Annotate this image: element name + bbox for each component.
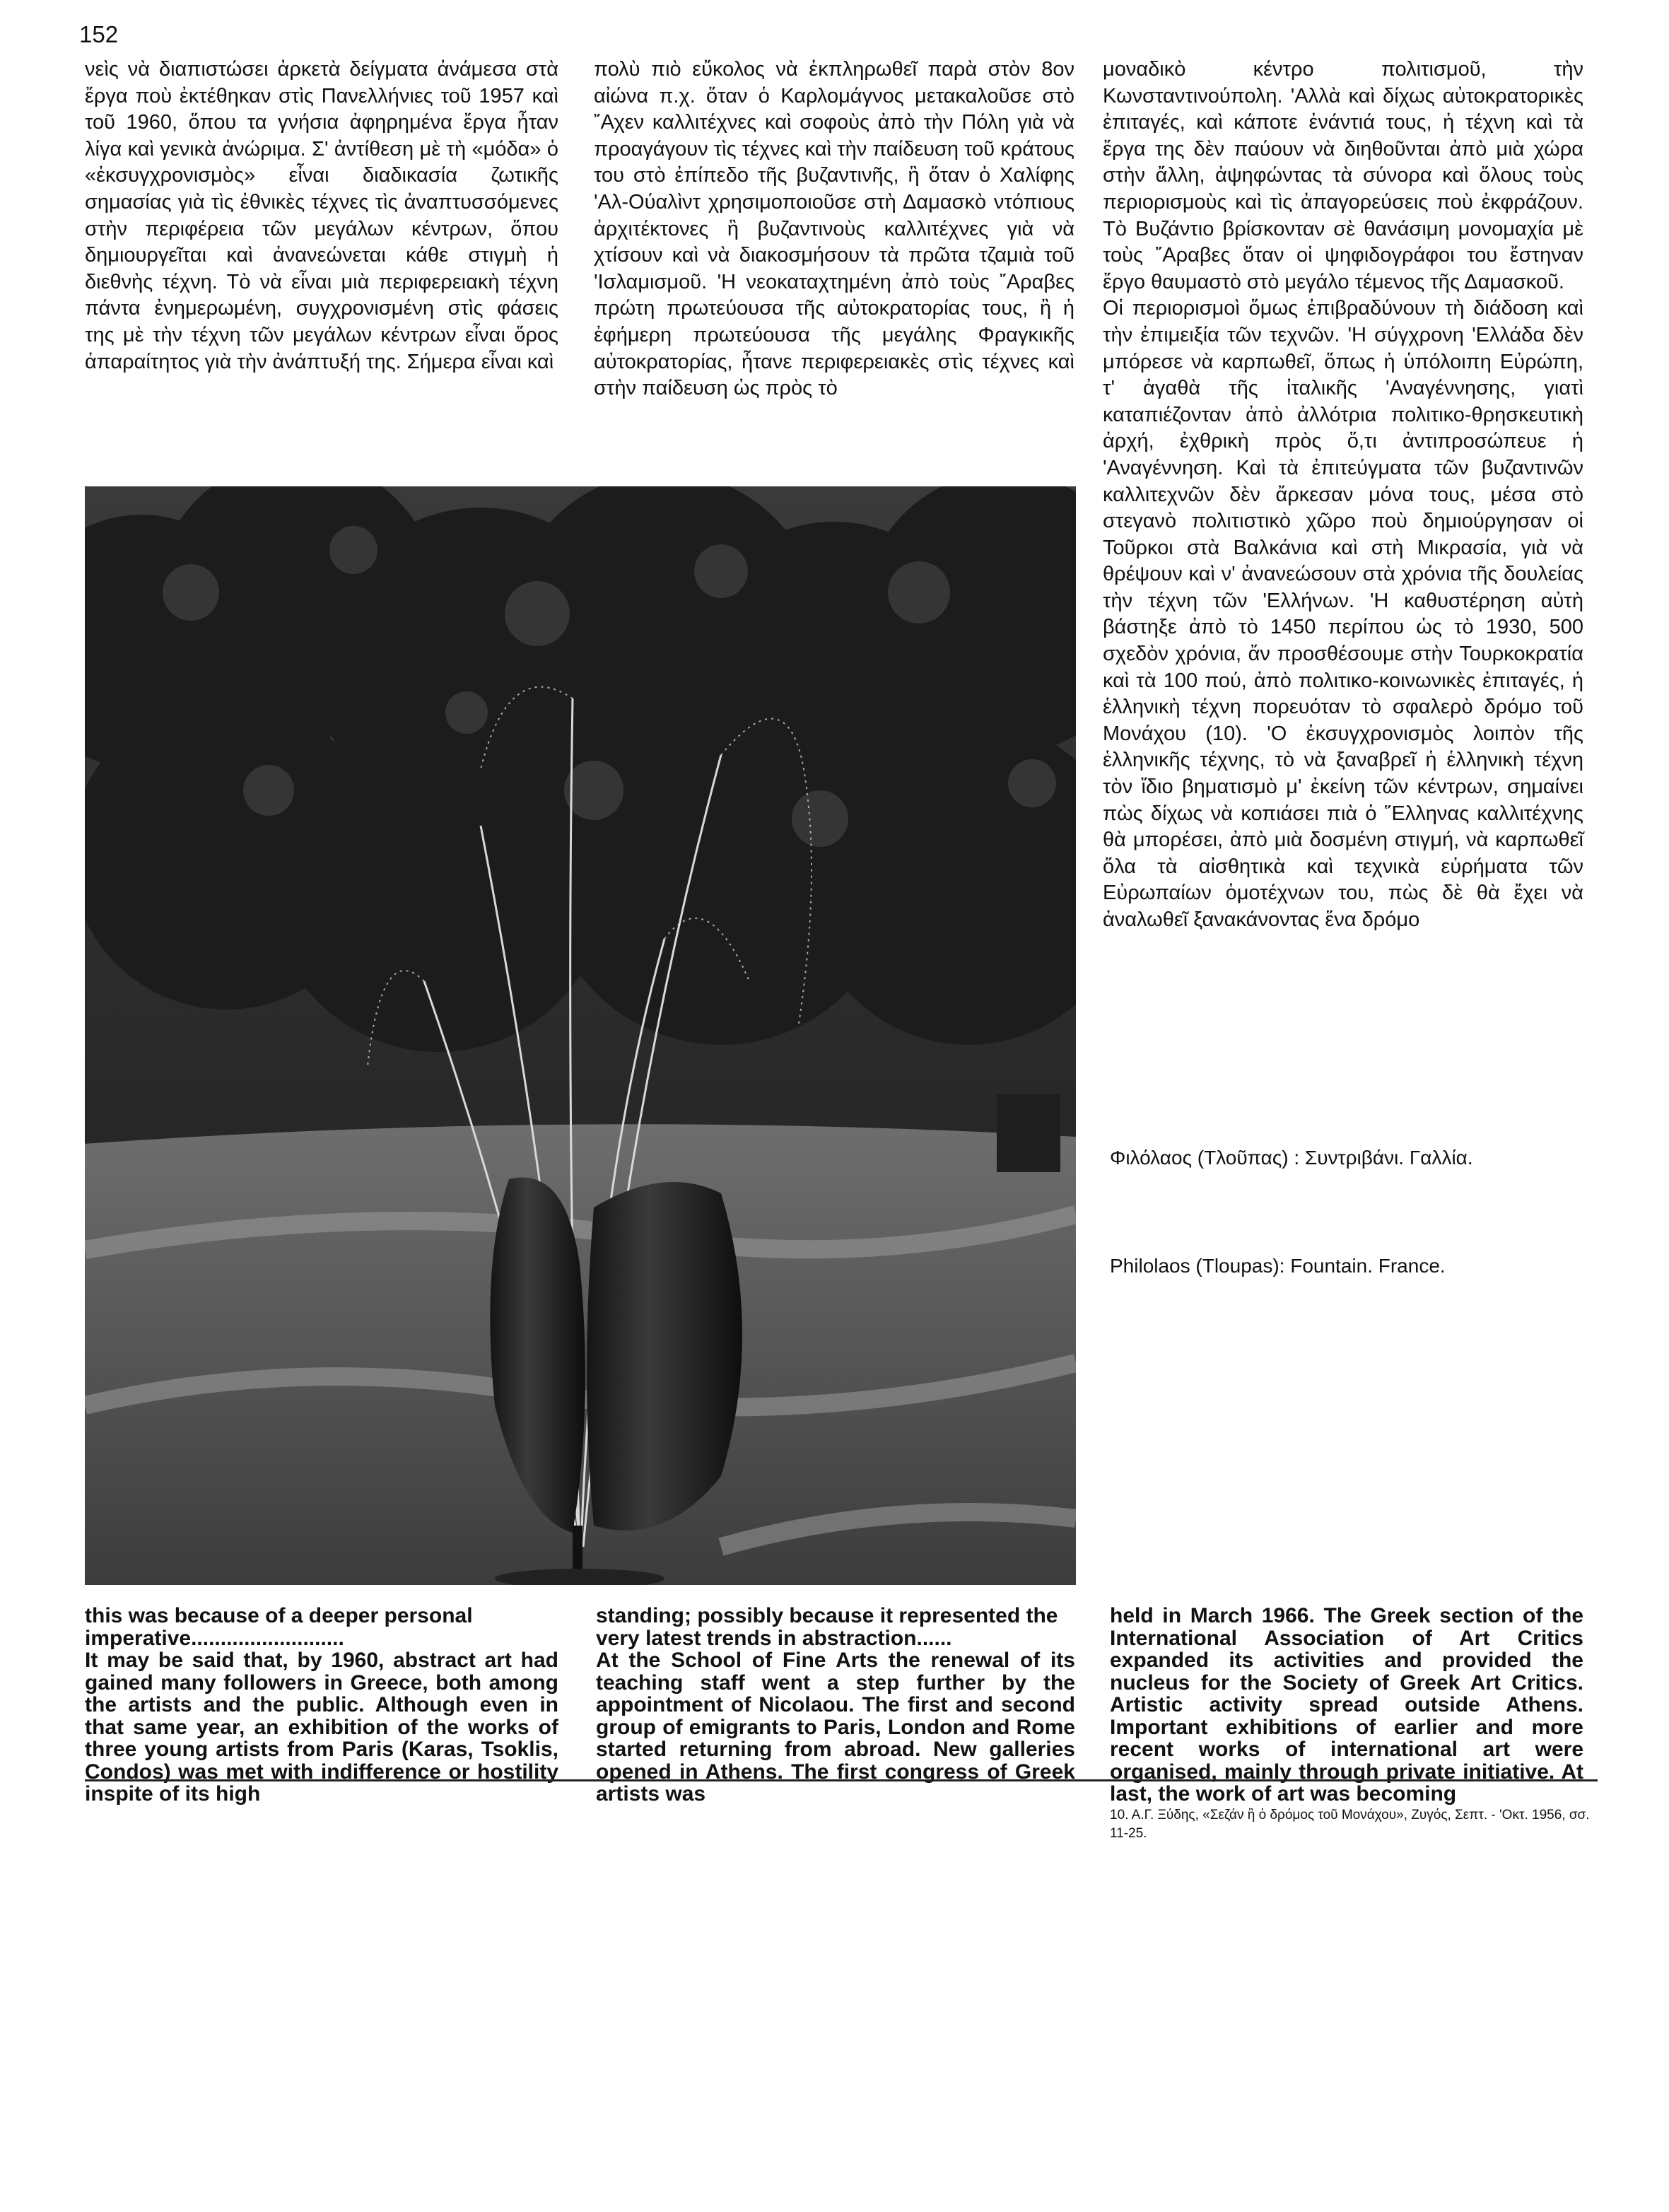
english-col1-para-2: It may be said that, by 1960, abstract art had gained many followers in Greece, both among the artists and the public. Although even in that same year, an exhibition of the works of three young artists from Paris (Karas, Tsoklis, Condos) was met with indifference or hostility inspite of its high (85, 1649, 558, 1806)
english-column-1 (85, 1605, 558, 1806)
greek-col2-text: πολὺ πιὸ εὔκολος νὰ ἐκπληρωθεῖ παρὰ στὸν 8ον αἰώνα π.χ. ὅταν ὁ Καρλομάγνος μετακαλοῦσε στὸ ῎Αχεν καλλιτέχνες καὶ σοφοὺς ἀπὸ τὴν Πόλη γιὰ νὰ προαγάγουν τὶς τέχνες καὶ τὴν παίδευση τοῦ κράτους του στὸ ἐπίπεδο τῆς βυζαντινῆς, ἢ ὅταν ὁ Χαλίφης 'Αλ-Ούαλὶντ χρησιμοποιοῦσε στὴ Δαμασκὸ ντόπιους ἀρχιτέκτονες ἢ βυζαντινοὺς καλλιτέχνες γιὰ νὰ χτίσουν καὶ νὰ διακοσμήσουν τὰ πρῶτα τζαμιὰ τοῦ 'Ισλαμισμοῦ. 'Η νεοκαταχτημένη ἀπὸ τοὺς ῎Αραβες πρώτη πρωτεύουσα τῆς αὐτοκρατορίας τους, ἢ ἡ ἐφήμερη πρωτεύουσα τῆς μεγάλης Φραγκικῆς αὐτοκρατορίας, ἦτανε περιφερειακὲς στὶς τέχνες καὶ στὴν παίδευση ὡς πρὸς τὸ (594, 58, 1074, 400)
greek-col3-para-2: Οἱ περιορισμοὶ ὅμως ἐπιβραδύνουν τὴ διάδοση καὶ τὴν ἐπιμειξία τῶν τεχνῶν. 'Η σύγχρονη 'Ελλάδα δὲν μπόρεσε νὰ καρπωθεῖ, ὅπως ἡ ὑπόλοιπη Εὐρώπη, τ' ἀγαθὰ τῆς ἰταλικῆς 'Αναγέννησης, γιατὶ καταπιέζονταν ἀπὸ ἀλλότρια πολιτικο-θρησκευτικὴ ἀρχή, ἐχθρικὴ πρὸς ὅ,τι ἀντιπροσώπευε ἡ 'Αναγέννηση. Καὶ τὰ ἐπιτεύγματα τῶν βυζαντινῶν καλλιτεχνῶν δὲν ἄρκεσαν μόνα τους, μέσα στὸ στεγανὸ πολιτιστικὸ χῶρο ποὺ δημιούργησαν οἱ Τοῦρκοι στὰ Βαλκάνια καὶ στὴ Μικρασία, γιὰ νὰ θρέψουν καὶ ν' ἀνανεώσουν στὰ χρόνια τῆς δουλείας τὴν τέχνη τῶν 'Ελλήνων. 'Η καθυστέρηση αὐτὴ βάστηξε ἀπὸ τὸ 1450 περίπου ὡς τὸ 1930, 500 σχεδὸν χρόνια, ἄν προσθέσουμε στὴν Τουρκοκρατία καὶ τὰ 100 πού, ἀπὸ πολιτικο-κοινωνικὲς ἐπιταγές, ἡ ἑλληνικὴ τέχνη πορευόταν τὸ σφαλερὸ δρόμο τοῦ Μονάχου (10). 'Ο ἐκσυγχρονισμὸς λοιπὸν τῆς ἑλληνικῆς τέχνης, τὸ νὰ ξαναβρεῖ ἡ ἑλληνικὴ τέχνη τὸν ἴδιο βηματισμὸ μ' ἐκείνη τῶν κέντρων, σημαίνει πὼς δίχως νὰ κοπιάσει πιὰ ὁ ῞Ελληνας καλλιτέχνης θὰ μπορέσει, ἀπὸ μιὰ δοσμένη στιγμή, νὰ καρπωθεῖ ὅλα τὰ αἰσθητικὰ καὶ τεχνικὰ εὑρήματα τῶν Εὐρωπαίων ὁμοτέχνων του, πὼς δὲ θὰ ἔχει νὰ ἀναλωθεῖ ξανακάνοντας ἕνα δρόμο (1103, 297, 1583, 931)
english-col2-para-2: At the School of Fine Arts the renewal of its teaching staff went a step further by the appointment of Nicolaou. The first and second group of emigrants to Paris, London and Rome started returning from abroad. New galleries opened in Athens. The first congress of Greek artists was (596, 1649, 1075, 1806)
greek-column-1 (85, 57, 558, 375)
caption-english: Philolaos (Tloupas): Fountain. France. (1110, 1255, 1446, 1277)
fountain-photograph (85, 486, 1076, 1585)
footnote-divider (85, 1779, 1598, 1781)
english-col2-para-1: standing; possibly because it represented the very latest trends in abstraction...... (596, 1604, 1058, 1650)
english-col3-text: held in March 1966. The Greek section of the International Association of Art Critics expanded its activities and provided the nucleus for the Society of Greek Art Critics. Artistic activity spread outside Athens. Important exhibitions of earlier and more recent works of international art were organised, mainly through private initiative. At last, the work of art was becoming (1110, 1604, 1583, 1806)
english-column-2 (596, 1605, 1075, 1806)
footnote: 10. Α.Γ. Ξύδης, «Σεζάν ἢ ὁ δρόμος τοῦ Μονάχου», Ζυγός, Σεπτ. - 'Οκτ. 1956, σσ. 11-25. (1110, 1808, 1590, 1841)
greek-column-3 (1103, 57, 1583, 934)
english-column-3 (1110, 1605, 1583, 1806)
english-col1-para-1: this was because of a deeper personal imperative.......................... (85, 1604, 473, 1650)
greek-col3-para-1: μοναδικὸ κέντρο πολιτισμοῦ, τὴν Κωνσταντινούπολη. 'Αλλὰ καὶ δίχως αὐτοκρατορικὲς ἐπιταγές, καὶ κάποτε ἐνάντιά τους, ἡ τέχνη καὶ τὰ ἔργα της δὲν παύουν νὰ διηθοῦνται ἀπὸ μιὰ χώρα στὴν ἄλλη, ἀψηφώντας τὰ σύνορα καὶ ὅλους τοὺς περιορισμοὺς καὶ τὶς ἀπαγορεύσεις ποὺ ἐκφράζουν. Τὸ Βυζάντιο βρίσκονταν σὲ θανάσιμη μονομαχία μὲ τοὺς ῎Αραβες ὅταν οἱ ψηφιδογράφοι του ἔστηναν ἔργο θαυμαστὸ στὸ μεγάλο τέμενος τῆς Δαμασκοῦ. (1103, 58, 1583, 293)
caption-greek: Φιλόλαος (Τλοῦπας) : Συντριβάνι. Γαλλία. (1110, 1147, 1473, 1169)
greek-column-2 (594, 57, 1074, 402)
page-number: 152 (79, 21, 119, 47)
greek-col1-text: νεὶς νὰ διαπιστώσει ἀρκετὰ δείγματα ἀνάμεσα στὰ ἔργα ποὺ ἐκτέθηκαν στὶς Πανελλήνιες τοῦ 1957 καὶ τοῦ 1960, ὅπου τα γνήσια ἀφηρημένα ἔργα ἦταν λίγα καὶ γενικὰ ἀνώριμα. Σ' ἀντίθεση μὲ τὴ «μόδα» ὁ «ἐκσυγχρονισμὸς» εἶναι διαδικασία ζωτικῆς σημασίας γιὰ τὶς ἐθνικὲς τέχνες τὶς ἀναπτυσσόμενες στὴν περιφέρεια τῶν μεγάλων κέντρων, ὅπου δημιουργεῖται καὶ ἀνανεώνεται κάθε στιγμὴ ἡ διεθνὴς τέχνη. Τὸ νὰ εἶναι μιὰ περιφερειακὴ τέχνη πάντα ἐνημερωμένη, συγχρονισμένη στὶς φάσεις της μὲ τὴν τέχνη τῶν μεγάλων κέντρων εἶναι ὅρος ἀπαραίτητος γιὰ τὴν ἀνάπτυξή της. Σήμερα εἶναι καὶ (85, 58, 558, 373)
